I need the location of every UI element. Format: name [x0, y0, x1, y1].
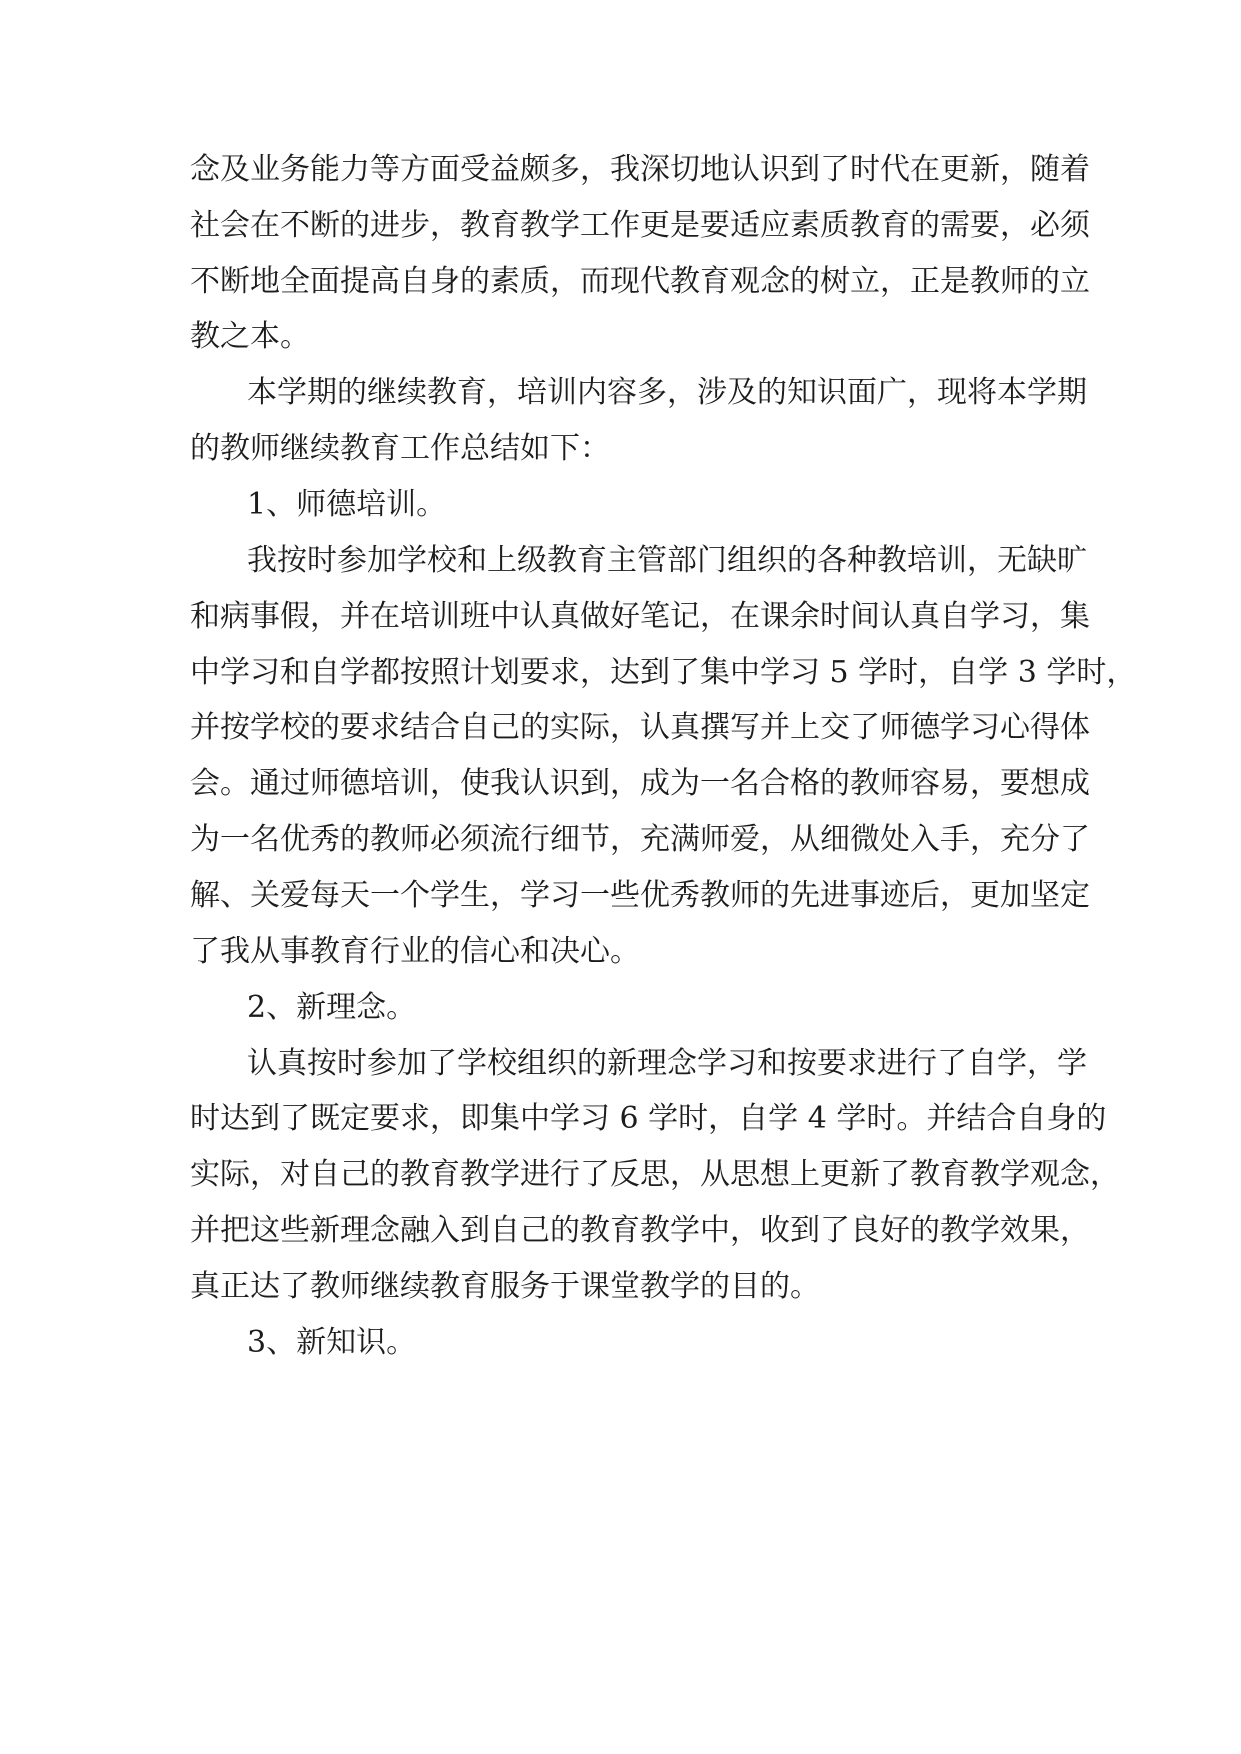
paragraph-line: 为一名优秀的教师必须流行细节，充满师爱，从细微处入手，充分了	[190, 822, 1090, 857]
paragraph-line: 和病事假，并在培训班中认真做好笔记，在课余时间认真自学习，集	[190, 599, 1090, 634]
paragraph-line: 了我从事教育行业的信心和决心。	[190, 934, 640, 969]
paragraph-line: 实际，对自己的教育教学进行了反思，从思想上更新了教育教学观念，	[190, 1157, 1120, 1192]
paragraph-line: 并把这些新理念融入到自己的教育教学中，收到了良好的教学效果，	[190, 1213, 1090, 1248]
section-heading: 3、新知识。	[247, 1325, 417, 1360]
paragraph-line: 不断地全面提高自身的素质，而现代教育观念的树立，正是教师的立	[190, 264, 1090, 299]
section-heading: 2、新理念。	[247, 990, 417, 1025]
paragraph-line: 本学期的继续教育，培训内容多，涉及的知识面广，现将本学期	[247, 375, 1087, 410]
paragraph-line: 念及业务能力等方面受益颇多，我深切地认识到了时代在更新，随着	[190, 152, 1090, 187]
section-heading: 1、师德培训。	[247, 487, 447, 522]
paragraph-line: 教之本。	[190, 319, 310, 354]
paragraph-line: 时达到了既定要求，即集中学习 6 学时，自学 4 学时。并结合自身的	[190, 1101, 1107, 1136]
paragraph-line: 我按时参加学校和上级教育主管部门组织的各种教培训，无缺旷	[247, 543, 1087, 578]
paragraph-line: 会。通过师德培训，使我认识到，成为一名合格的教师容易，要想成	[190, 766, 1090, 801]
paragraph-line: 的教师继续教育工作总结如下：	[190, 431, 610, 466]
paragraph-line: 认真按时参加了学校组织的新理念学习和按要求进行了自学，学	[247, 1046, 1087, 1081]
paragraph-line: 社会在不断的进步，教育教学工作更是要适应素质教育的需要，必须	[190, 208, 1090, 243]
paragraph-line: 解、关爱每天一个学生，学习一些优秀教师的先进事迹后，更加坚定	[190, 878, 1090, 913]
paragraph-line: 中学习和自学都按照计划要求，达到了集中学习 5 学时，自学 3 学时，	[190, 655, 1137, 690]
paragraph-line: 并按学校的要求结合自己的实际，认真撰写并上交了师德学习心得体	[190, 710, 1090, 745]
paragraph-line: 真正达了教师继续教育服务于课堂教学的目的。	[190, 1269, 820, 1304]
